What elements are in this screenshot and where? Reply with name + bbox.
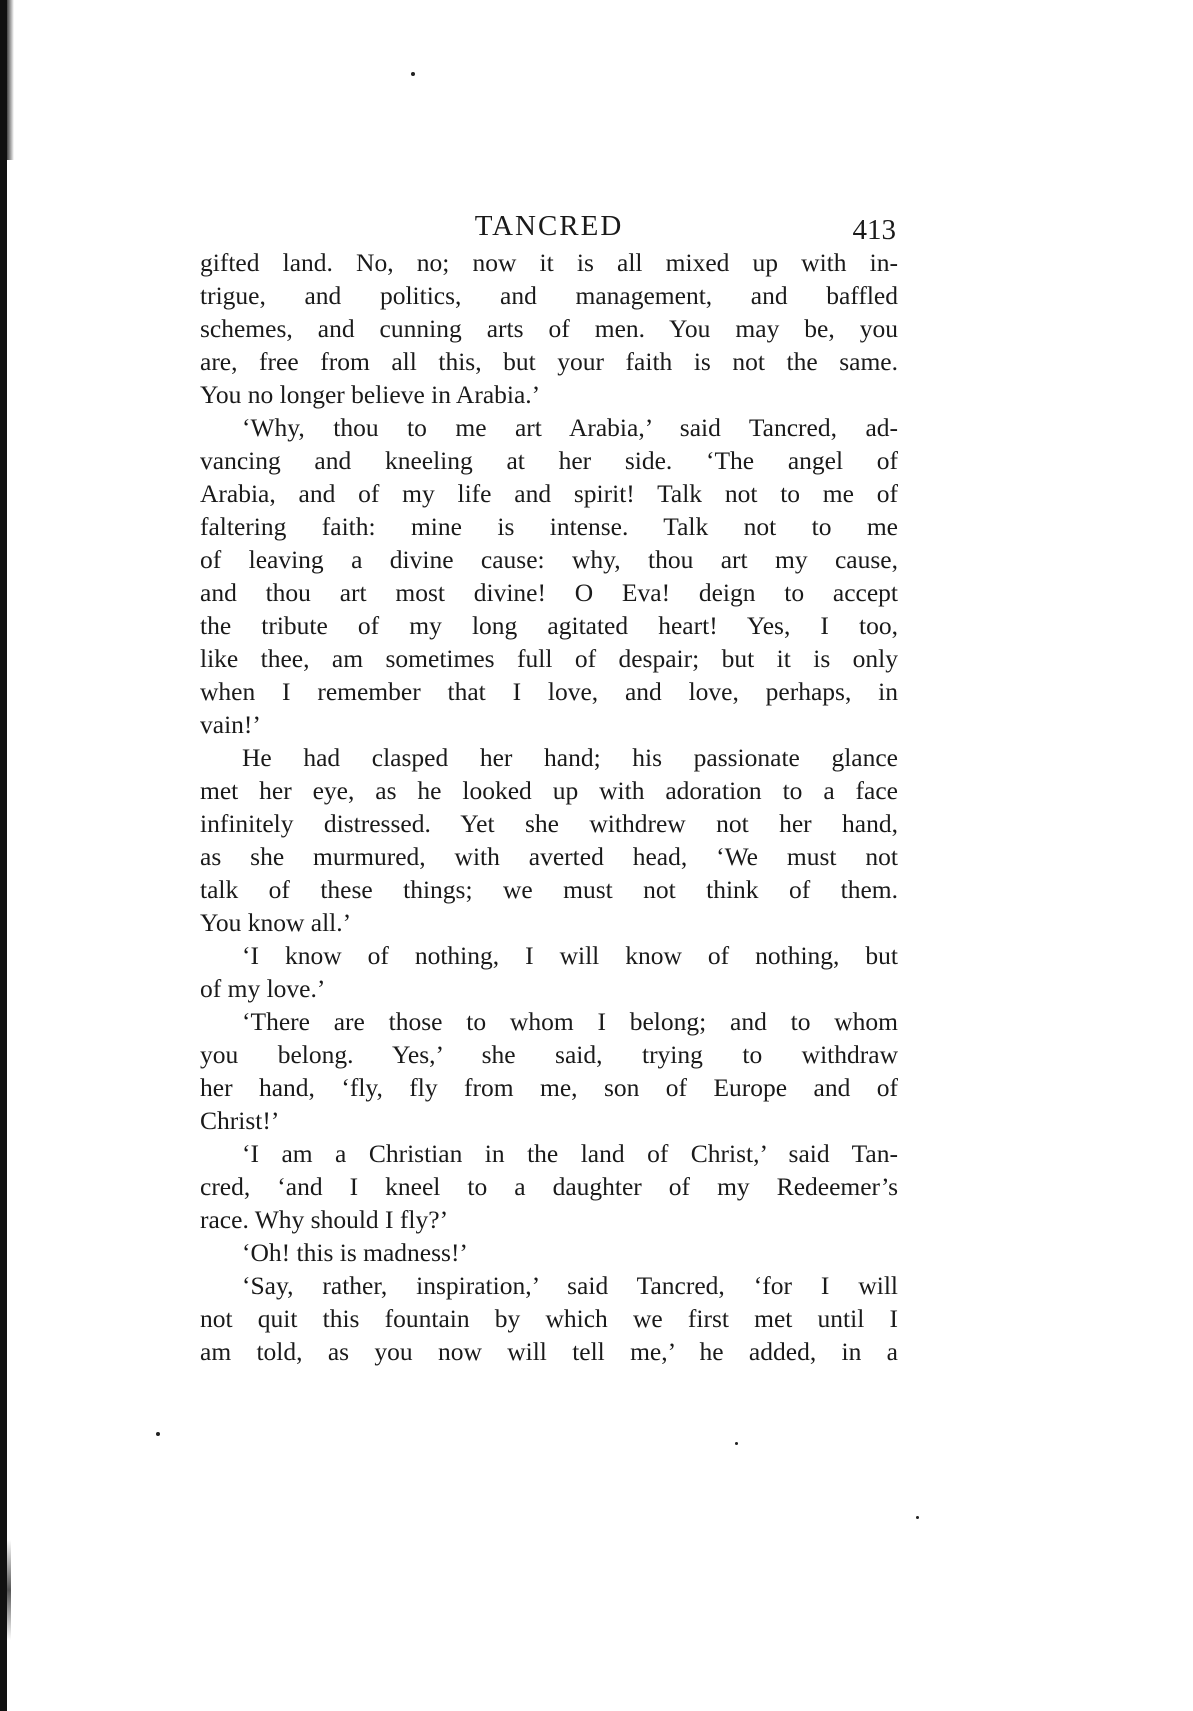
binding-mark bbox=[7, 1540, 11, 1640]
text-line: ‘Say, rather, inspiration,’ said Tancred, ‘for I will bbox=[242, 1271, 898, 1300]
text-line: ‘Oh! this is madness!’ bbox=[242, 1238, 468, 1267]
ink-speck bbox=[735, 1442, 738, 1445]
text-line: infinitely distressed. Yet she withdrew not her hand, bbox=[200, 809, 898, 838]
running-title: TANCRED bbox=[474, 210, 624, 242]
text-line: trigue, and politics, and management, and baffled bbox=[200, 281, 898, 310]
body-text bbox=[200, 246, 898, 1368]
text-line: you belong. Yes,’ she said, trying to withdraw bbox=[200, 1040, 898, 1069]
page-number: 413 bbox=[852, 214, 896, 246]
text-line: schemes, and cunning arts of men. You may be, you bbox=[200, 314, 898, 343]
ink-speck bbox=[411, 72, 415, 76]
text-line: ‘There are those to whom I belong; and to whom bbox=[242, 1007, 898, 1036]
text-line: are, free from all this, but your faith is not the same. bbox=[200, 347, 898, 376]
text-line: the tribute of my long agitated heart! Yes, I too, bbox=[200, 611, 898, 640]
text-line: of leaving a divine cause: why, thou art my cause, bbox=[200, 545, 898, 574]
text-line: ‘I am a Christian in the land of Christ,’ said Tan- bbox=[242, 1139, 898, 1168]
text-line: faltering faith: mine is intense. Talk not to me bbox=[200, 512, 898, 541]
text-line: of my love.’ bbox=[200, 974, 326, 1003]
text-line: as she murmured, with averted head, ‘We must not bbox=[200, 842, 898, 871]
text-line: when I remember that I love, and love, perhaps, in bbox=[200, 677, 898, 706]
text-line: Arabia, and of my life and spirit! Talk not to me of bbox=[200, 479, 898, 508]
ink-speck bbox=[156, 1432, 160, 1436]
text-line: vancing and kneeling at her side. ‘The angel of bbox=[200, 446, 898, 475]
text-line: met her eye, as he looked up with adoration to a face bbox=[200, 776, 898, 805]
binding-shadow bbox=[7, 0, 14, 160]
text-line: her hand, ‘fly, fly from me, son of Europe and of bbox=[200, 1073, 898, 1102]
text-line: You no longer believe in Arabia.’ bbox=[200, 380, 541, 409]
text-line: talk of these things; we must not think of them. bbox=[200, 875, 898, 904]
text-line: ‘I know of nothing, I will know of nothing, but bbox=[242, 941, 898, 970]
text-line: race. Why should I fly?’ bbox=[200, 1205, 449, 1234]
text-line: ‘Why, thou to me art Arabia,’ said Tancred, ad- bbox=[242, 413, 898, 442]
text-line: and thou art most divine! O Eva! deign to accept bbox=[200, 578, 898, 607]
text-line: You know all.’ bbox=[200, 908, 352, 937]
text-line: Christ!’ bbox=[200, 1106, 280, 1135]
text-line: vain!’ bbox=[200, 710, 261, 739]
text-line: am told, as you now will tell me,’ he added, in a bbox=[200, 1337, 898, 1366]
binding-edge bbox=[0, 0, 7, 1711]
text-line: cred, ‘and I kneel to a daughter of my Redeemer’s bbox=[200, 1172, 898, 1201]
text-line: gifted land. No, no; now it is all mixed up with in- bbox=[200, 248, 898, 277]
ink-speck bbox=[916, 1516, 919, 1519]
text-line: like thee, am sometimes full of despair; but it is only bbox=[200, 644, 898, 673]
text-line: He had clasped her hand; his passionate glance bbox=[242, 743, 898, 772]
text-line: not quit this fountain by which we first met until I bbox=[200, 1304, 898, 1333]
